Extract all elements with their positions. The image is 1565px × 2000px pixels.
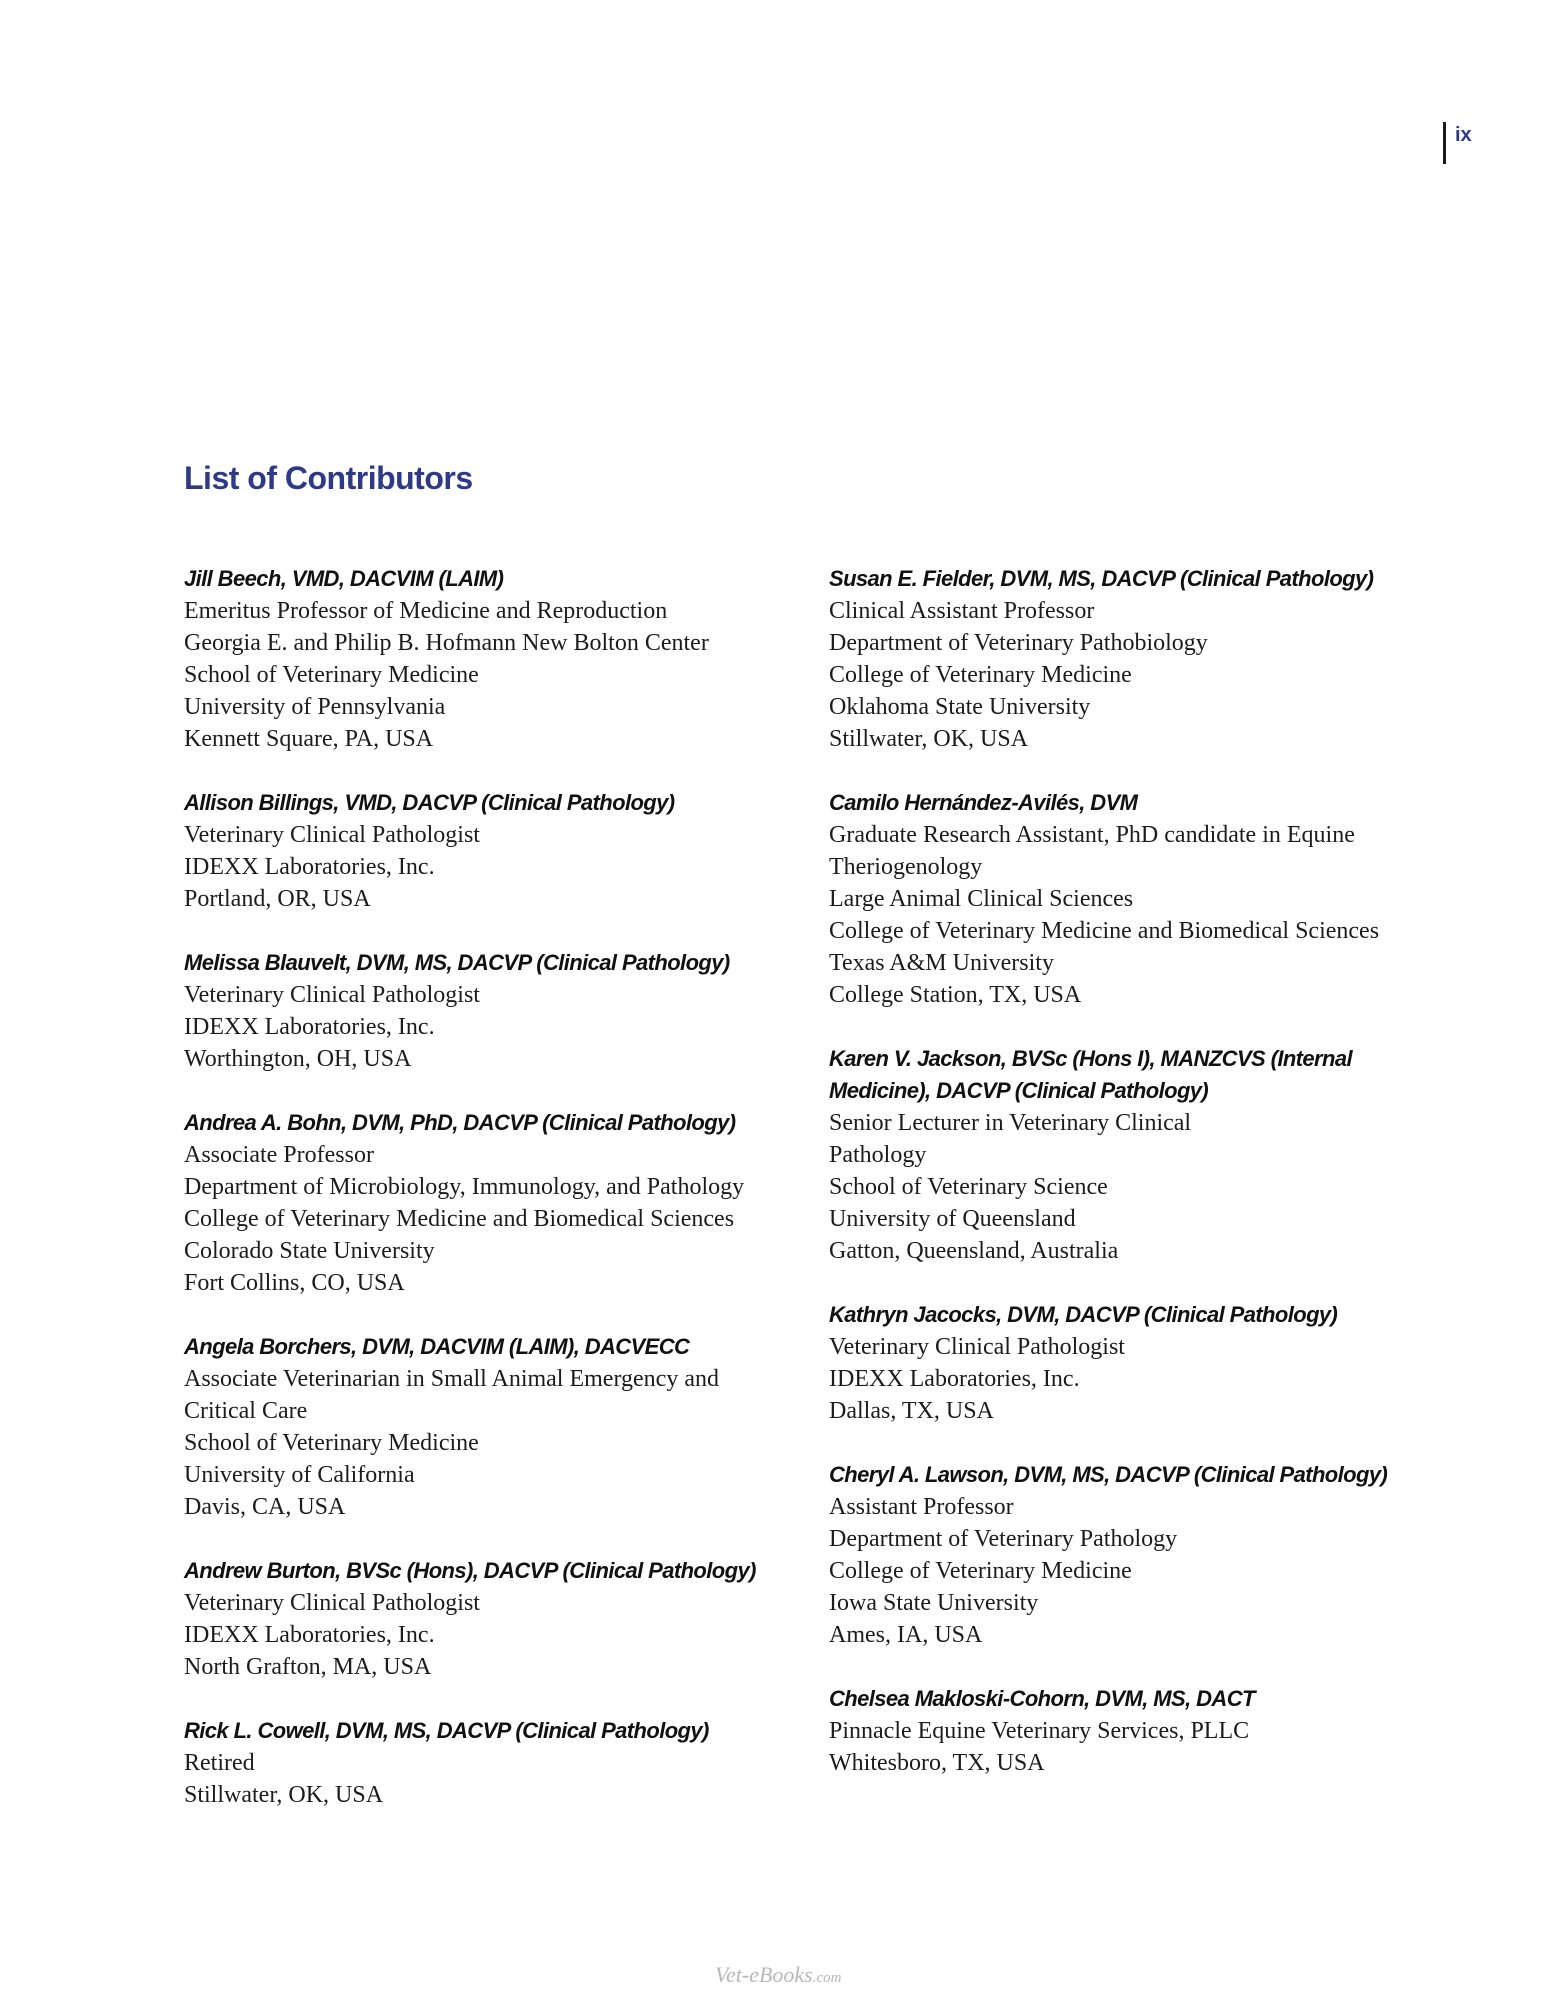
affiliation-line: Emeritus Professor of Medicine and Reproduction [184, 598, 668, 624]
contributor-entry [829, 1299, 1429, 1427]
affiliation-line: Texas A&M University [829, 950, 1054, 976]
affiliation-line: University of Queensland [829, 1206, 1076, 1232]
contributor-entry [184, 947, 784, 1075]
affiliation-line: Stillwater, OK, USA [829, 726, 1029, 752]
affiliation-line: Retired [184, 1750, 255, 1776]
contributors-left-column [184, 563, 784, 1843]
logo-main-text: Vet-eBooks [715, 1962, 813, 1987]
affiliation-line: Large Animal Clinical Sciences [829, 886, 1134, 912]
affiliation-line: Theriogenology [829, 854, 983, 880]
contributor-name: Melissa Blauvelt, DVM, MS, DACVP (Clinical Pathology) [184, 950, 730, 975]
affiliation-line: College Station, TX, USA [829, 982, 1082, 1008]
affiliation-line: Whitesboro, TX, USA [829, 1750, 1045, 1776]
affiliation-line: Department of Veterinary Pathobiology [829, 630, 1208, 656]
contributor-entry [829, 563, 1429, 755]
contributor-name: Allison Billings, VMD, DACVP (Clinical Pathology) [184, 790, 675, 815]
affiliation-line: IDEXX Laboratories, Inc. [184, 854, 435, 880]
affiliation-line: IDEXX Laboratories, Inc. [829, 1366, 1080, 1392]
contributor-entry [184, 787, 784, 915]
affiliation-line: Critical Care [184, 1398, 308, 1424]
contributor-name: Andrea A. Bohn, DVM, PhD, DACVP (Clinical Pathology) [184, 1110, 736, 1135]
affiliation-line: Colorado State University [184, 1238, 435, 1264]
affiliation-line: School of Veterinary Science [829, 1174, 1108, 1200]
contributor-entry [829, 787, 1429, 1011]
affiliation-line: Assistant Professor [829, 1494, 1014, 1520]
affiliation-line: College of Veterinary Medicine [829, 1558, 1132, 1584]
contributor-name: Angela Borchers, DVM, DACVIM (LAIM), DACVECC [184, 1334, 690, 1359]
affiliation-line: Veterinary Clinical Pathologist [184, 822, 480, 848]
logo-domain-text: .com [812, 1970, 842, 1986]
contributor-entry [184, 1107, 784, 1299]
affiliation-line: Georgia E. and Philip B. Hofmann New Bolton Center [184, 630, 709, 656]
affiliation-line: School of Veterinary Medicine [184, 1430, 479, 1456]
affiliation-line: Veterinary Clinical Pathologist [829, 1334, 1125, 1360]
page-number-rule [1443, 122, 1446, 164]
contributor-name: Chelsea Makloski-Cohorn, DVM, MS, DACT [829, 1686, 1255, 1711]
affiliation-line: Oklahoma State University [829, 694, 1091, 720]
contributor-entry [184, 1715, 784, 1811]
affiliation-line: Iowa State University [829, 1590, 1039, 1616]
contributor-entry [829, 1043, 1429, 1267]
affiliation-line: Department of Microbiology, Immunology, and Pathology [184, 1174, 745, 1200]
affiliation-line: College of Veterinary Medicine and Biomedical Sciences [184, 1206, 735, 1232]
contributor-entry [829, 1683, 1429, 1779]
affiliation-line: College of Veterinary Medicine [829, 662, 1132, 688]
footer-watermark-logo [715, 1962, 841, 1988]
affiliation-line: Gatton, Queensland, Australia [829, 1238, 1119, 1264]
affiliation-line: University of California [184, 1462, 415, 1488]
affiliation-line: Fort Collins, CO, USA [184, 1270, 405, 1296]
affiliation-line: Veterinary Clinical Pathologist [184, 1590, 480, 1616]
contributor-name: Karen V. Jackson, BVSc (Hons I), MANZCVS (Internal Medicine), DACVP (Clinical Pathology) [829, 1046, 1352, 1103]
page-title: List of Contributors [184, 460, 473, 496]
contributor-name: Kathryn Jacocks, DVM, DACVP (Clinical Pathology) [829, 1302, 1338, 1327]
affiliation-line: Pinnacle Equine Veterinary Services, PLLC [829, 1718, 1250, 1744]
affiliation-line: School of Veterinary Medicine [184, 662, 479, 688]
contributor-name: Jill Beech, VMD, DACVIM (LAIM) [184, 566, 504, 591]
affiliation-line: North Grafton, MA, USA [184, 1654, 432, 1680]
affiliation-line: Veterinary Clinical Pathologist [184, 982, 480, 1008]
affiliation-line: IDEXX Laboratories, Inc. [184, 1622, 435, 1648]
contributor-name: Susan E. Fielder, DVM, MS, DACVP (Clinical Pathology) [829, 566, 1374, 591]
affiliation-line: Clinical Assistant Professor [829, 598, 1095, 624]
affiliation-line: Department of Veterinary Pathology [829, 1526, 1178, 1552]
affiliation-line: Kennett Square, PA, USA [184, 726, 434, 752]
affiliation-line: IDEXX Laboratories, Inc. [184, 1014, 435, 1040]
affiliation-line: Stillwater, OK, USA [184, 1782, 384, 1808]
contributors-right-column [829, 563, 1429, 1811]
contributor-entry [184, 1331, 784, 1523]
contributor-name: Camilo Hernández-Avilés, DVM [829, 790, 1138, 815]
page-number: ix [1455, 124, 1472, 146]
affiliation-line: Senior Lecturer in Veterinary Clinical [829, 1110, 1192, 1136]
affiliation-line: Pathology [829, 1142, 927, 1168]
contributor-name: Rick L. Cowell, DVM, MS, DACVP (Clinical Pathology) [184, 1718, 709, 1743]
contributor-entry [829, 1459, 1429, 1651]
affiliation-line: Associate Professor [184, 1142, 374, 1168]
contributor-name: Cheryl A. Lawson, DVM, MS, DACVP (Clinical Pathology) [829, 1462, 1388, 1487]
contributor-entry [184, 1555, 784, 1683]
contributor-entry [184, 563, 784, 755]
affiliation-line: Associate Veterinarian in Small Animal Emergency and [184, 1366, 719, 1392]
affiliation-line: Dallas, TX, USA [829, 1398, 994, 1424]
affiliation-line: Graduate Research Assistant, PhD candidate in Equine [829, 822, 1355, 848]
affiliation-line: Worthington, OH, USA [184, 1046, 412, 1072]
contributor-name: Andrew Burton, BVSc (Hons), DACVP (Clinical Pathology) [184, 1558, 756, 1583]
affiliation-line: University of Pennsylvania [184, 694, 446, 720]
affiliation-line: Portland, OR, USA [184, 886, 371, 912]
affiliation-line: Ames, IA, USA [829, 1622, 983, 1648]
affiliation-line: College of Veterinary Medicine and Biomedical Sciences [829, 918, 1380, 944]
affiliation-line: Davis, CA, USA [184, 1494, 346, 1520]
